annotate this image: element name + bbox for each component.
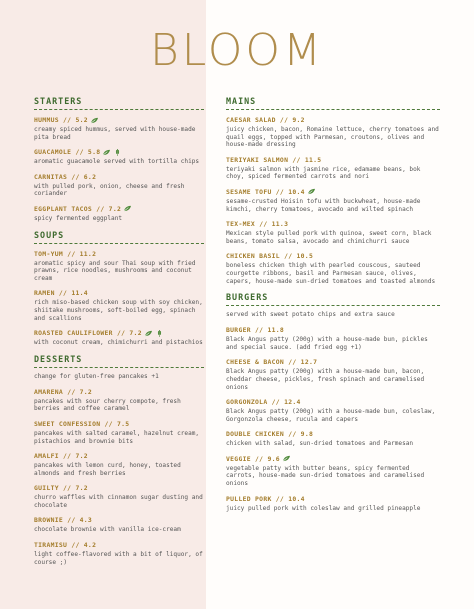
item-price: 7.2 [79,387,93,396]
menu-item [34,250,204,283]
brand-logo: BLOOM [150,25,324,76]
item-price: 4.2 [83,541,97,550]
item-name: AMARENA [34,387,64,396]
menu-item [34,452,204,477]
item-price: 11.3 [271,220,289,229]
item-price: 11.5 [304,155,322,164]
menu-item [226,188,440,213]
item-price: 12.7 [300,358,318,367]
item-name: CHEESE & BACON [226,358,285,367]
item-description: churro waffles with cinnamon sugar dusting and chocolate [34,494,203,509]
item-name: CARNITAS [34,172,68,181]
section-burgers [226,292,440,512]
item-name: GUACAMOLE [34,148,72,157]
item-header [226,495,440,504]
item-name: SWEET CONFESSION [34,419,101,428]
section-title: STARTERS [34,96,204,110]
price-separator: // [58,484,76,493]
item-header [34,205,204,214]
item-description: with coconut cream, chimichurri and pistachios [34,339,203,347]
item-description: aromatic guacamole served with tortilla chips [34,158,200,166]
item-header [226,430,440,439]
item-price: 12.4 [284,398,301,407]
menu-item [226,252,440,285]
item-description: teriyaki salmon with jasmine rice, edamame beans, bok choy, spiced fermented carrots and nori [226,165,421,181]
item-description: juicy chicken, bacon, Romaine lettuce, cherry tomatoes and quail eggs, topped with Parmesan, croutons, olives and house-made dressing [226,126,439,149]
item-description: Black Angus patty (200g) with a house-made bun, coleslaw, Gorgonzola cheese, rucula and capers [226,408,436,423]
section-title: DESSERTS [34,354,204,368]
price-separator: // [275,116,293,124]
item-price: 7.2 [75,484,88,493]
price-separator: // [271,494,289,503]
item-header [226,455,440,464]
item-price: 11.4 [71,289,88,298]
item-name: AMALFI [34,452,59,461]
menu-item [34,516,204,534]
item-name: CHICKEN BASIL [226,252,280,261]
item-name: DOUBLE CHICKEN [226,430,285,439]
item-header [226,116,440,125]
item-header [226,252,440,261]
left-column [34,96,204,573]
item-description: spicy fermented eggplant [34,214,123,222]
price-separator: // [67,541,84,550]
price-separator: // [284,430,301,439]
section-title: SOUPS [34,230,204,244]
menu-item [226,455,440,488]
menu-item [226,398,440,423]
item-description: boneless chicken thigh with pearled couscous, sauteed courgette ribbons, basil and Parmesan sauce, olives, capers, house-made sun-dried tomatoes and toasted almonds [226,262,436,285]
item-name: VEGGIE [226,454,251,463]
item-description: sesame-crusted Hoisin tofu with buckwheat, house-made kimchi, cherry tomatoes, avocado and wilted spinach [226,197,421,213]
item-name: TEX-MEX [226,220,256,229]
item-name: TOM-YUM [34,249,64,258]
section-mains [226,96,440,285]
menu-item [226,326,440,351]
item-header [34,289,204,298]
leaf-icon [90,117,99,124]
item-header [34,173,204,182]
item-description: with pulled pork, onion, cheese and fresh coriander [34,182,185,198]
price-separator: // [54,289,72,298]
price-separator: // [92,204,109,213]
item-name: EGGPLANT TACOS [34,204,93,213]
item-price: 9.8 [300,430,314,439]
price-separator: // [255,220,272,229]
item-price: 7.2 [129,329,142,338]
menu-item [34,420,204,445]
section-starters [34,96,204,223]
leaf-icon [282,455,291,462]
item-price: 7.2 [108,204,122,213]
item-price: 7.2 [75,452,88,461]
menu-item [34,116,204,141]
price-separator: // [267,398,285,407]
menu-item [34,541,204,566]
item-price: 4.3 [79,516,93,525]
item-name: ROASTED CAULIFLOWER [34,329,113,338]
menu-item [34,329,204,347]
item-description: Black Angus patty (200g) with a house-made bun, bacon, cheddar cheese, pickles, fresh spinach and caramelised onions [226,368,425,391]
leaf-icon [102,149,111,156]
item-description: Mexican style pulled pork with quinoa, sweet corn, black beans, tomato salsa, avocado and chimichurri sauce [226,230,432,245]
item-header [226,326,440,335]
item-price: 10.4 [288,187,305,196]
item-name: BROWNIE [34,516,64,525]
price-separator: // [112,329,130,338]
item-description: chocolate brownie with vanilla ice-cream [34,526,181,534]
item-header [226,398,440,407]
item-price: 10.4 [288,494,305,503]
item-description: pancakes with salted caramel, hazelnut cream, pistachios and brownie bits [34,429,200,445]
menu-item [34,289,204,322]
item-header [34,116,204,125]
item-name: TERIYAKI SALMON [226,155,289,164]
item-name: RAMEN [34,289,55,298]
item-header [226,358,440,367]
menu-item [34,205,204,223]
section-soups [34,230,204,347]
price-separator: // [58,452,76,461]
price-separator: // [58,116,76,124]
item-description: aromatic spicy and sour Thai soup with fried prawns, rice noodles, mushrooms and coconut cream [34,259,196,282]
item-header [34,420,204,429]
price-separator: // [63,249,80,258]
leaf-icon [123,205,132,212]
item-header [34,329,204,338]
leaf-icon [307,188,316,195]
section-note: change for gluten-free pancakes +1 [34,372,159,380]
item-header [34,250,204,259]
item-price: 11.2 [79,249,97,258]
item-price: 10.5 [296,252,314,261]
item-description: creamy spiced hummus, served with house-made pita bread [34,126,196,141]
item-price: 7.5 [116,419,130,428]
item-description: pancakes with lemon curd, honey, toasted almonds and fresh berries [34,462,181,477]
price-separator: // [100,419,117,428]
item-header [226,156,440,165]
price-separator: // [250,326,268,335]
item-header [34,541,204,550]
price-separator: // [250,454,268,463]
item-header [226,220,440,229]
item-description: Black Angus patty (200g) with a house-made bun, pickles and special sauce. (add fried egg +1) [226,336,428,351]
price-separator: // [67,172,84,181]
section-note: served with sweet potato chips and extra sauce [226,311,395,319]
wheat-icon [155,330,164,337]
item-name: CAESAR SALAD [226,116,276,124]
item-price: 5.8 [87,148,101,157]
item-name: HUMMUS [34,116,59,124]
item-price: 9.2 [292,116,305,124]
item-price: 11.8 [267,326,285,335]
item-header [34,484,204,493]
item-description: chicken with salad, sun-dried tomatoes and Parmesan [226,440,414,448]
item-name: GORGONZOLA [226,398,268,407]
item-description: light coffee-flavored with a bit of liquor, of course ;) [34,551,203,566]
item-name: PULLED PORK [226,494,272,503]
item-description: juicy pulled pork with coleslaw and grilled pineapple [226,504,421,512]
right-column [226,96,440,519]
item-name: BURGER [226,326,251,335]
price-separator: // [279,252,297,261]
menu-item [226,220,440,245]
item-header [34,388,204,397]
menu-item [34,388,204,413]
menu-item [34,148,204,166]
price-separator: // [63,387,80,396]
menu-item [226,156,440,181]
item-price: 9.6 [267,454,280,463]
menu-item [34,173,204,198]
menu-item [34,484,204,509]
section-title: MAINS [226,96,440,110]
item-header [34,148,204,157]
wheat-icon [113,149,122,156]
price-separator: // [271,187,289,196]
item-name: TIRAMISU [34,541,68,550]
item-header [34,516,204,525]
item-name: GUILTY [34,484,59,493]
item-name: SESAME TOFU [226,187,272,196]
price-separator: // [284,358,301,367]
price-separator: // [63,516,80,525]
item-header [34,452,204,461]
menu-item [226,495,440,513]
section-desserts [34,354,204,567]
item-description: pancakes with sour cherry compote, fresh berries and coffee caramel [34,397,181,413]
menu-item [226,358,440,391]
item-description: vegetable patty with butter beans, spicy fermented carrots, house-made sun-dried tomatoes and caramelised onions [226,464,425,488]
item-price: 6.2 [83,172,97,181]
menu-item [226,430,440,448]
section-title: BURGERS [226,292,440,306]
item-header [226,188,440,197]
price-separator: // [288,155,305,164]
item-description: rich miso-based chicken soup with soy chicken, shiitake mushrooms, soft-boiled egg, spinach and scallions [34,299,203,322]
price-separator: // [71,148,88,157]
item-price: 5.2 [75,116,88,124]
menu-item [226,116,440,149]
leaf-icon [144,330,153,337]
